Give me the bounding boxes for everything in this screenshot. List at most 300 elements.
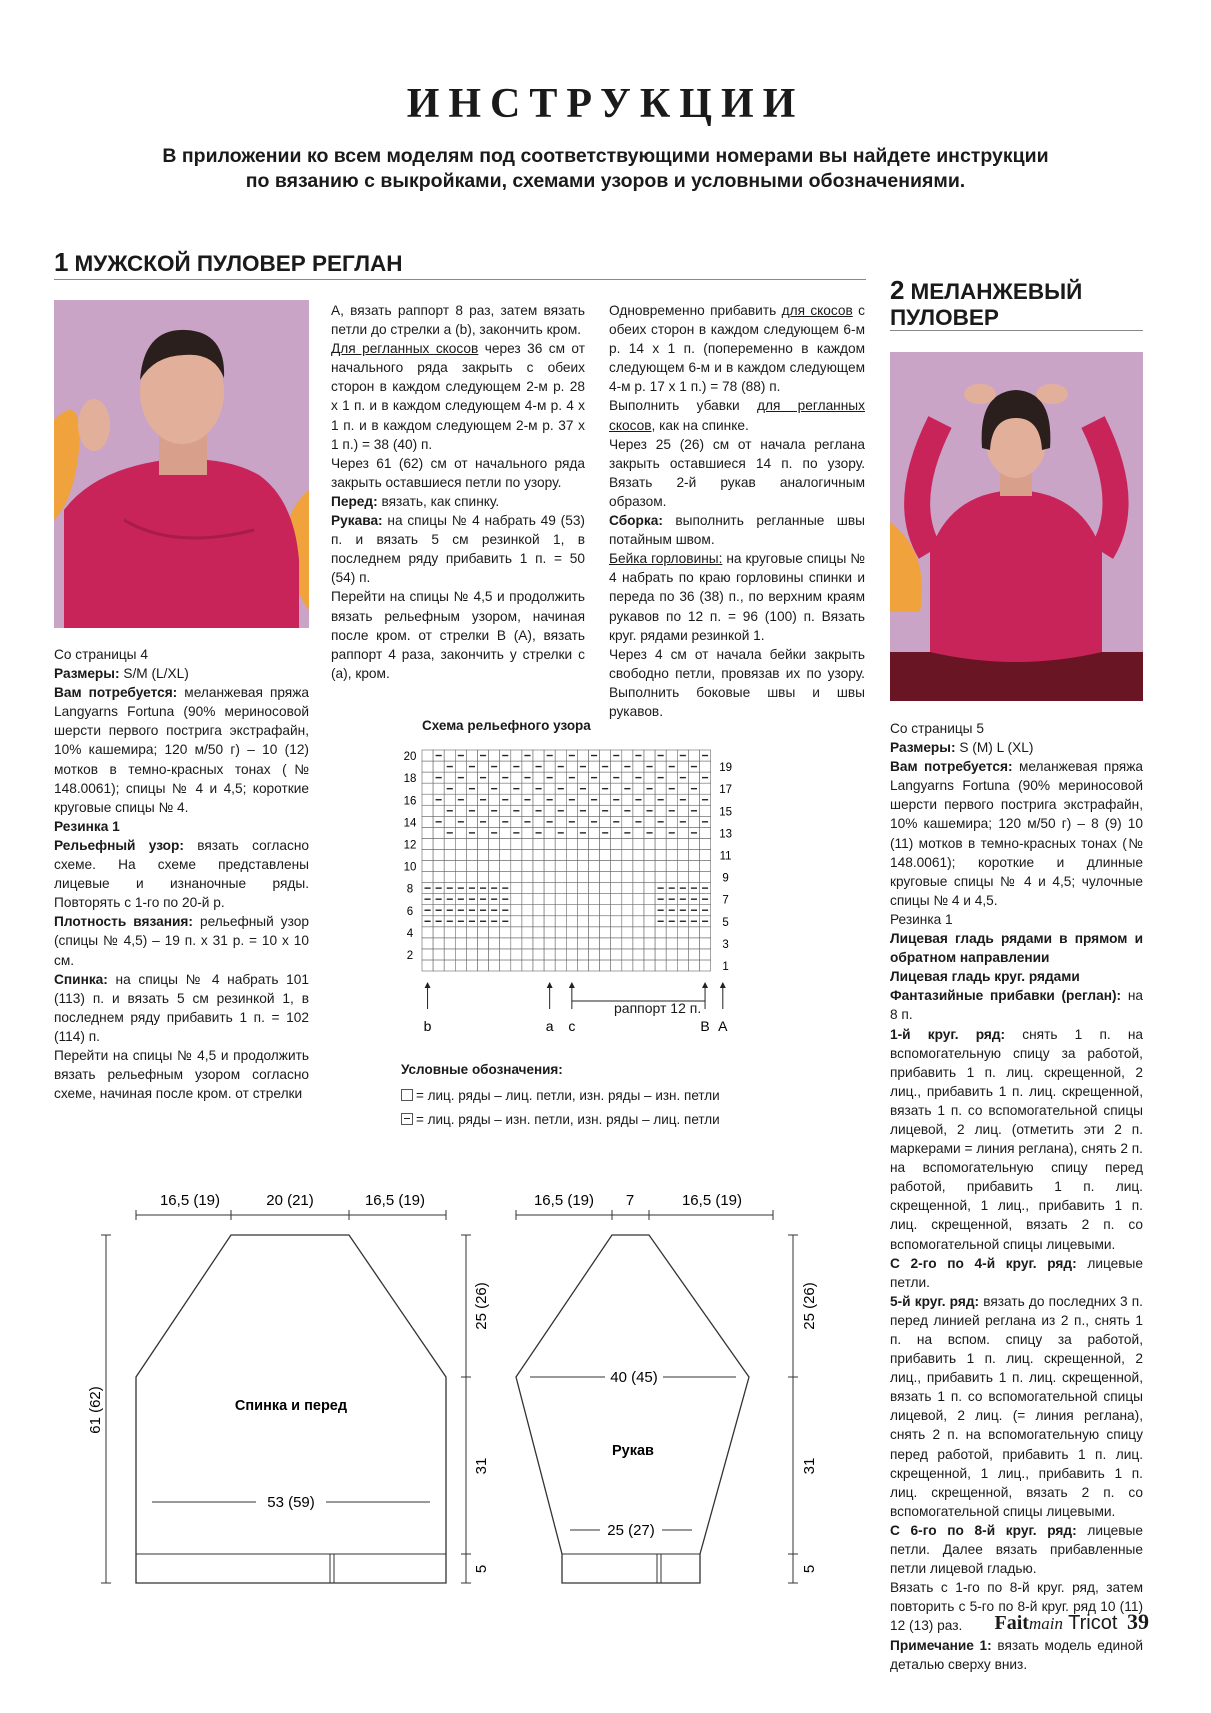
chart-cell: [422, 772, 433, 783]
chart-cell: [500, 849, 511, 860]
chart-cell: [589, 927, 600, 938]
chart-cell: [688, 927, 699, 938]
chart-cell: [533, 772, 544, 783]
intro-line-2: по вязанию с выкройками, схемами узоров и условными обозначениями.: [245, 170, 966, 192]
chart-cell: [500, 861, 511, 872]
chart-cell: [522, 872, 533, 883]
s2-repeat: Вязать с 1-го по 8-й круг. ряд, затем повторить с 5-го по 8-й круг. ряд 10 (11) 12 (13) раз.: [890, 1580, 1143, 1634]
chart-cell: [433, 849, 444, 860]
chart-cell: [600, 883, 611, 894]
chart-cell: [555, 894, 566, 905]
chart-cell: [455, 827, 466, 838]
chart-row-label-right: 5: [722, 916, 729, 929]
chart-row-label-left: 4: [406, 927, 414, 940]
section2-number: 2: [890, 275, 905, 305]
chart-cell: [478, 861, 489, 872]
chart-cell: [666, 861, 677, 872]
sleeve-lower-width: 25 (27): [607, 1522, 655, 1539]
col3-p1b: с обеих сторон в каждом следующем 6-м р. 14 х 1 п. (попеременно в каждом следующем 6-м и в каждом следующем 4-м р. 17 х 1 п.) = 78 (88) п.: [609, 303, 866, 395]
chart-cell: [522, 827, 533, 838]
chart-cell: [544, 861, 555, 872]
chart-cell: [533, 849, 544, 860]
needs-label: Вам потребуется:: [54, 685, 178, 701]
chart-cell: [611, 938, 622, 949]
s2-note-value: вязать модель единой деталью сверху вниз.: [890, 1637, 1143, 1672]
chart-cell: [677, 761, 688, 772]
chart-row-label-left: 16: [403, 795, 417, 808]
chart-cell: [633, 916, 644, 927]
col3-p3: Через 25 (26) см от начала реглана закрыть оставшиеся 14 п. по узору. Вязать 2-й рукав аналогичным образом.: [609, 436, 865, 509]
chart-cell: [489, 949, 500, 960]
sleeve-upper-width: 40 (45): [610, 1369, 658, 1386]
chart-cell: [655, 805, 666, 816]
chart-cell: [422, 949, 433, 960]
chart-cell: [611, 894, 622, 905]
chart-cell: [455, 783, 466, 794]
s2-r2-value: лицевые петли.: [890, 1255, 1143, 1290]
legend-empty: [401, 1088, 720, 1103]
section1-col2: [331, 301, 585, 683]
chart-cell: [600, 905, 611, 916]
chart-cell: [577, 883, 588, 894]
sleeve-top-left: 16,5 (19): [533, 1192, 595, 1209]
section2-title-1: МЕЛАНЖЕВЫЙ: [910, 279, 1083, 304]
chart-cell: [422, 794, 433, 805]
chart-cell: [577, 916, 588, 927]
chart-cell: [455, 960, 466, 971]
chart-cell: [633, 949, 644, 960]
chart-cell: [633, 960, 644, 971]
chart-cell: [700, 927, 711, 938]
body-height-rib: 5: [473, 1564, 490, 1574]
chart-cell: [478, 960, 489, 971]
s2-needs-value: меланжевая пряжа Langyarns Fortuna (90% мериносовой шерсти первого пострига экстрафайн, 10% кашемира; 120 м/50 г) – 8 (9) 10 (11) мотков в темно-красных тонах (№ 148.0061); короткие и длинные круговые спицы № 4 и 4,5; чулочные спицы № 4 и 4,5.: [890, 759, 1143, 908]
chart-cell: [489, 927, 500, 938]
chart-cell: [644, 960, 655, 971]
chart-cell: [455, 805, 466, 816]
chart-cell: [589, 861, 600, 872]
needs-value: меланжевая пряжа Langyarns Fortuna (90% мериносовой шерсти первого пострига экстрафайн, 10% кашемира; 120 м/50 г) – 10 (12) мотков в темно-красных тонах (№ 148.0061); спицы № 4 и 4,5; короткие круговые спицы № 4.: [54, 685, 309, 815]
chart-cell: [700, 849, 711, 860]
chart-cell: [577, 838, 588, 849]
sleeve-height-raglan: 25 (26): [801, 1282, 818, 1330]
chart-cell: [522, 916, 533, 927]
chart-cell: [633, 938, 644, 949]
chart-cell: [577, 849, 588, 860]
sleeve-height-rib: 5: [801, 1564, 818, 1574]
body-top-left: 16,5 (19): [159, 1192, 221, 1209]
chart-cell: [566, 916, 577, 927]
chart-cell: [577, 794, 588, 805]
chart-cell: [544, 927, 555, 938]
s2-stockinette-round: Лицевая гладь круг. рядами: [890, 969, 1080, 985]
chart-cell: [555, 938, 566, 949]
chart-cell: [422, 861, 433, 872]
chart-cell: [589, 838, 600, 849]
chart-cell: [533, 960, 544, 971]
body-label: Спинка и перед: [234, 1398, 348, 1414]
chart-cell: [611, 960, 622, 971]
section2-title-2: ПУЛОВЕР: [890, 305, 999, 330]
chart-cell: [655, 838, 666, 849]
chart-cell: [644, 916, 655, 927]
chart-cell: [555, 750, 566, 761]
sleeve-schematic: [500, 1180, 830, 1600]
chart-cell: [622, 861, 633, 872]
chart-cell: [433, 949, 444, 960]
chart-cell: [522, 905, 533, 916]
chart-cell: [655, 960, 666, 971]
chart-cell: [577, 938, 588, 949]
chart-cell: [644, 838, 655, 849]
chart-cell: [455, 761, 466, 772]
chart-cell: [700, 938, 711, 949]
chart-cell: [544, 949, 555, 960]
chart-cell: [544, 872, 555, 883]
chart-cell: [566, 883, 577, 894]
chart-cell: [644, 849, 655, 860]
chart-cell: [566, 783, 577, 794]
s2-r6-label: С 6-го по 8-й круг. ряд:: [890, 1522, 1077, 1538]
chart-cell: [589, 960, 600, 971]
chart-cell: [433, 838, 444, 849]
chart-cell: [489, 872, 500, 883]
s2-stockinette-flat: Лицевая гладь рядами в прямом и обратном направлении: [890, 931, 1143, 966]
chart-cell: [522, 761, 533, 772]
chart-cell: [466, 938, 477, 949]
chart-cell: [600, 949, 611, 960]
chart-cell: [589, 805, 600, 816]
col2-p1: A, вязать раппорт 8 раз, затем вязать петли до стрелки a (b), закончить кром.: [331, 303, 585, 338]
page-title: ИНСТРУКЦИИ: [406, 81, 805, 127]
chart-cell: [688, 960, 699, 971]
chart-cell: [577, 894, 588, 905]
chart-arrow-head: [547, 982, 553, 988]
chart-cell: [489, 849, 500, 860]
chart-cell: [555, 872, 566, 883]
chart-cell: [655, 761, 666, 772]
chart-cell: [511, 838, 522, 849]
chart-cell: [633, 894, 644, 905]
chart-arrow-label: c: [568, 1018, 576, 1034]
chart-cell: [478, 783, 489, 794]
col3-p2u: для регланных скосов: [609, 398, 865, 433]
chart-cell: [700, 861, 711, 872]
chart-cell: [655, 783, 666, 794]
chart-arrow-label: a: [545, 1018, 554, 1034]
neck-underline: Бейка горловины:: [609, 551, 723, 567]
chart-cell: [677, 949, 688, 960]
chart-row-label-left: 6: [406, 905, 414, 918]
chart-cell: [677, 805, 688, 816]
chart-cell: [522, 949, 533, 960]
chart-cell: [666, 938, 677, 949]
chart-arrow-head: [720, 982, 726, 988]
chart-arrow-label: A: [718, 1018, 728, 1034]
chart-cell: [688, 772, 699, 783]
chart-cell: [611, 949, 622, 960]
chart-cell: [566, 927, 577, 938]
chart-cell: [544, 827, 555, 838]
chart-cell: [544, 894, 555, 905]
chart-cell: [500, 838, 511, 849]
chart-cell: [555, 838, 566, 849]
footer: [995, 1609, 1149, 1635]
empty-cell-icon: [401, 1089, 413, 1101]
chart-cell: [566, 905, 577, 916]
relief-label: Рельефный узор:: [54, 837, 184, 853]
chart-cell: [544, 905, 555, 916]
chart-cell: [611, 783, 622, 794]
chart-cell: [444, 927, 455, 938]
chart-cell: [466, 861, 477, 872]
chart-cell: [644, 927, 655, 938]
chart-cell: [589, 905, 600, 916]
chart-cell: [466, 960, 477, 971]
chart-cell: [511, 861, 522, 872]
chart-cell: [633, 883, 644, 894]
body-height-total: 61 (62): [87, 1386, 104, 1434]
body-top-mid: 20 (21): [266, 1192, 314, 1209]
chart-row-label-left: 14: [403, 817, 417, 830]
chart-cell: [622, 905, 633, 916]
chart-cell: [589, 894, 600, 905]
chart-cell: [466, 872, 477, 883]
body-schematic: [87, 1180, 490, 1600]
chart-cell: [444, 772, 455, 783]
s2-rib: Резинка 1: [890, 911, 953, 927]
chart-cell: [489, 938, 500, 949]
chart-cell: [433, 761, 444, 772]
chart-arrow-head: [569, 982, 575, 988]
neck-value: на круговые спицы № 4 набрать по краю горловины спинки и переда по 36 (38) п., по верхним краям рукавов по 12 п. = 96 (100) п. Вязать круг. рядами резинкой 1.: [609, 551, 865, 643]
chart-cell: [555, 916, 566, 927]
body-height-raglan: 25 (26): [473, 1282, 490, 1330]
legend-title: Условные обозначения:: [401, 1062, 563, 1077]
chart-cell: [500, 938, 511, 949]
chart-cell: [688, 794, 699, 805]
chart-cell: [422, 816, 433, 827]
front-label: Перед:: [331, 493, 378, 509]
chart-cell: [688, 849, 699, 860]
footer-magazine: Tricot: [1068, 1612, 1118, 1634]
chart-cell: [489, 861, 500, 872]
chart-cell: [577, 960, 588, 971]
chart-cell: [566, 849, 577, 860]
chart-cell: [555, 861, 566, 872]
body-width: 53 (59): [267, 1494, 315, 1511]
assembly-value: выполнить регланные швы потайным швом.: [609, 513, 865, 548]
chart-cell: [455, 872, 466, 883]
chart-cell: [566, 838, 577, 849]
section1-rule: [54, 279, 866, 280]
chart-cell: [622, 794, 633, 805]
chart-cell: [666, 816, 677, 827]
chart-cell: [655, 861, 666, 872]
chart-cell: [544, 783, 555, 794]
chart-cell: [533, 938, 544, 949]
dash-cell-icon: [401, 1113, 413, 1125]
relief-pattern-chart: [400, 736, 800, 1044]
chart-cell: [633, 861, 644, 872]
chart-row-label-left: 18: [403, 773, 417, 786]
repeat-label: раппорт 12 п.: [614, 1000, 702, 1016]
chart-row-label-right: 17: [719, 784, 732, 797]
chart-cell: [422, 827, 433, 838]
chart-cell: [688, 816, 699, 827]
chart-cell: [611, 916, 622, 927]
chart-cell: [633, 927, 644, 938]
chart-cell: [589, 761, 600, 772]
chart-cell: [688, 872, 699, 883]
col2-p3: Через 61 (62) см от начального ряда закрыть оставшиеся петли по узору.: [331, 455, 585, 490]
chart-cell: [633, 761, 644, 772]
s2-needs-label: Вам потребуется:: [890, 759, 1013, 775]
chart-cell: [533, 750, 544, 761]
chart-cell: [522, 861, 533, 872]
chart-cell: [622, 960, 633, 971]
chart-row-label-right: 19: [719, 762, 732, 775]
chart-cell: [644, 861, 655, 872]
chart-cell: [622, 949, 633, 960]
chart-cell: [444, 750, 455, 761]
s2-r5-value: вязать до последних 3 п. перед линией реглана из 2 п., снять 1 п. на вспом. спицу за работой, прибавить 1 п. лиц. скрещенной, 2 лиц., прибавить 1 п. лиц. скрещенной, вязать 1 п. со вспомогательной спицы лицевой, 2 лиц. (= линия реглана), снять 2 п. на вспомогательную спицу перед работой, прибавить 1 п. лиц. скрещенной, 1 лиц., прибавить 1 п. лиц. скрещенной, вязать 2 п. со вспомогательной спицы лицевыми.: [890, 1293, 1143, 1519]
chart-cell: [422, 761, 433, 772]
chart-cell: [533, 872, 544, 883]
chart-cell: [622, 927, 633, 938]
chart-cell: [600, 894, 611, 905]
chart-cell: [577, 927, 588, 938]
chart-cell: [655, 938, 666, 949]
chart-cell: [500, 960, 511, 971]
sizes-value: S/M (L/XL): [123, 666, 189, 682]
chart-cell: [500, 761, 511, 772]
chart-cell: [666, 949, 677, 960]
chart-cell: [522, 960, 533, 971]
chart-cell: [466, 794, 477, 805]
sleeves-value: на спицы № 4 набрать 49 (53) п. и вязать 5 см резинкой 1, в последнем ряду прибавить 1 п. = 50 (54) п.: [331, 513, 585, 586]
chart-cell: [589, 938, 600, 949]
chart-cell: [489, 960, 500, 971]
section1-number: 1: [54, 247, 69, 277]
chart-cell: [600, 938, 611, 949]
col3-p1a: Одновременно прибавить: [609, 303, 777, 318]
chart-cell: [455, 938, 466, 949]
chart-cell: [511, 772, 522, 783]
chart-cell: [577, 905, 588, 916]
chart-cell: [577, 816, 588, 827]
chart-cell: [522, 849, 533, 860]
chart-cell: [666, 772, 677, 783]
s2-fancy-label: Фантазийные прибавки (реглан):: [890, 988, 1122, 1004]
chart-cell: [511, 894, 522, 905]
chart-cell: [655, 849, 666, 860]
chart-cell: [533, 949, 544, 960]
chart-cell: [688, 949, 699, 960]
chart-cell: [644, 772, 655, 783]
footer-brand: Fait: [994, 1612, 1029, 1634]
chart-cell: [544, 960, 555, 971]
chart-cell: [422, 960, 433, 971]
chart-cell: [644, 794, 655, 805]
s2-r2-label: С 2-го по 4-й круг. ряд:: [890, 1255, 1077, 1271]
section1-title: МУЖСКОЙ ПУЛОВЕР РЕГЛАН: [74, 251, 403, 276]
chart-cell: [500, 927, 511, 938]
density-value: рельефный узор (спицы № 4,5) – 19 п. х 31 р. = 10 х 10 см.: [54, 914, 309, 968]
chart-row-label-left: 12: [403, 839, 417, 852]
chart-cell: [478, 827, 489, 838]
chart-cell: [533, 794, 544, 805]
chart-cell: [633, 805, 644, 816]
chart-cell: [533, 927, 544, 938]
chart-cell: [544, 916, 555, 927]
rib-label: Резинка 1: [54, 818, 120, 834]
chart-cell: [566, 861, 577, 872]
chart-row-label-left: 20: [403, 751, 417, 764]
chart-cell: [466, 838, 477, 849]
chart-cell: [489, 772, 500, 783]
chart-row-label-left: 10: [403, 861, 417, 874]
chart-cell: [533, 861, 544, 872]
chart-cell: [688, 861, 699, 872]
chart-cell: [555, 816, 566, 827]
legend-dash-text: = лиц. ряды – изн. петли, изн. ряды – лиц. петли: [416, 1112, 720, 1127]
chart-cell: [555, 883, 566, 894]
chart-cell: [555, 905, 566, 916]
section1-col1: [54, 645, 309, 1103]
chart-cell: [633, 838, 644, 849]
chart-cell: [644, 938, 655, 949]
chart-cell: [677, 872, 688, 883]
chart-cell: [622, 916, 633, 927]
chart-cell: [666, 838, 677, 849]
chart-cell: [444, 794, 455, 805]
chart-cell: [478, 761, 489, 772]
chart-cell: [666, 794, 677, 805]
chart-cell: [433, 872, 444, 883]
sleeve-height-mid: 31: [801, 1457, 818, 1475]
col3-p1u: для скосов: [781, 303, 853, 318]
chart-cell: [600, 849, 611, 860]
chart-cell: [511, 949, 522, 960]
chart-cell: [611, 827, 622, 838]
chart-cell: [455, 927, 466, 938]
chart-cell: [555, 849, 566, 860]
sleeve-label: Рукав: [612, 1443, 654, 1459]
chart-cell: [644, 883, 655, 894]
chart-arrow-head: [425, 982, 431, 988]
chart-cell: [422, 938, 433, 949]
chart-cell: [466, 927, 477, 938]
chart-cell: [511, 960, 522, 971]
chart-cell: [489, 750, 500, 761]
chart-cell: [600, 750, 611, 761]
chart-cell: [622, 894, 633, 905]
chart-cell: [544, 761, 555, 772]
chart-row-label-right: 1: [722, 961, 729, 973]
chart-cell: [555, 772, 566, 783]
chart-cell: [555, 960, 566, 971]
chart-cell: [533, 816, 544, 827]
chart-cell: [466, 849, 477, 860]
chart-cell: [489, 838, 500, 849]
chart-cell: [622, 849, 633, 860]
chart-cell: [600, 872, 611, 883]
chart-cell: [700, 805, 711, 816]
chart-cell: [444, 872, 455, 883]
chart-arrow-label: b: [423, 1018, 432, 1034]
chart-cell: [589, 872, 600, 883]
